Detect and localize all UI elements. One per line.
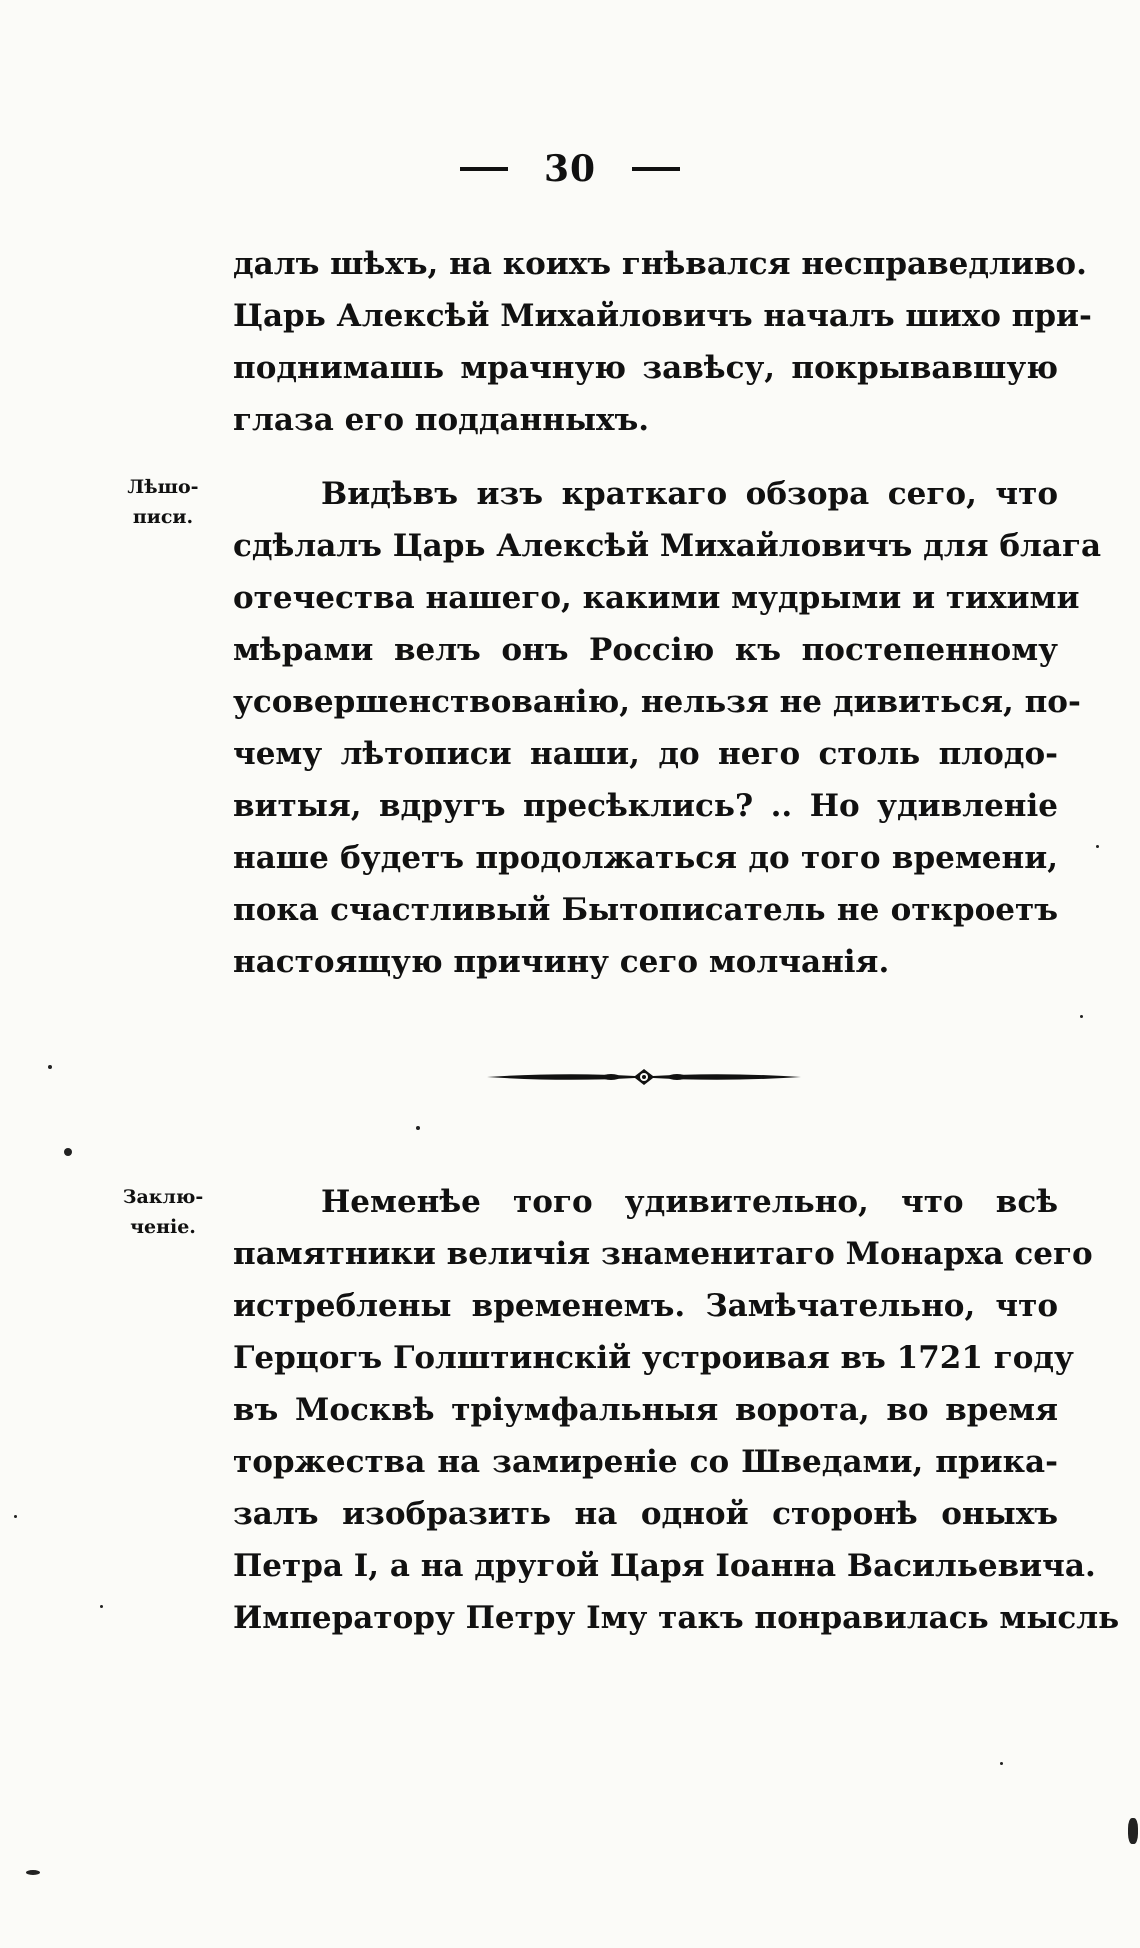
text-line: глаза его подданныхъ. xyxy=(233,402,650,438)
scan-speck xyxy=(64,1148,72,1156)
text-line: поднимашь мрачную завѣсу, покрывавшую xyxy=(233,350,1058,386)
paragraph-conclusion xyxy=(233,1176,1120,1644)
text-line: мѣрами велъ онъ Россію къ постепенному xyxy=(233,632,1058,668)
text-line: далъ шѣхъ, на коихъ гнѣвался несправедливо. xyxy=(233,246,1087,282)
scan-speck xyxy=(48,1065,52,1069)
text-line: Герцогъ Голштинскій устроивая въ 1721 году xyxy=(233,1340,1074,1376)
text-line: отечества нашего, какими мудрыми и тихими xyxy=(233,580,1080,616)
scan-speck xyxy=(26,1870,40,1875)
margin-note-chronicles xyxy=(108,472,218,532)
scan-speck xyxy=(416,1126,420,1130)
page-number: 30 xyxy=(543,148,597,190)
text-line: усовершенствованію, нельзя не дивиться, по- xyxy=(233,684,1081,720)
text-line: истреблены временемъ. Замѣчательно, что xyxy=(233,1288,1058,1324)
margin-note-conclusion xyxy=(108,1182,218,1242)
text-line: Императору Петру Iму такъ понравилась мысль xyxy=(233,1600,1120,1636)
scan-speck xyxy=(1128,1818,1138,1844)
margin-note-line: Заклю- xyxy=(122,1186,204,1208)
paragraph-continuation xyxy=(233,238,1092,446)
text-line: Петра I, а на другой Царя Іоанна Васильевича. xyxy=(233,1548,1096,1584)
text-line: Царь Алексѣй Михайловичъ началъ шихо при- xyxy=(233,298,1092,334)
margin-note-line: ченіе. xyxy=(130,1216,196,1238)
right-dash xyxy=(632,167,680,171)
text-line: Неменѣе того удивительно, что всѣ xyxy=(321,1184,1058,1220)
scan-speck xyxy=(1000,1762,1003,1765)
page-header xyxy=(0,148,1140,190)
scan-speck xyxy=(100,1605,103,1608)
left-dash xyxy=(460,167,508,171)
scan-speck xyxy=(14,1515,17,1518)
text-line: витыя, вдругъ пресѣклись? .. Но удивленіе xyxy=(233,788,1058,824)
text-line: чему лѣтописи наши, до него столь плодо- xyxy=(233,736,1058,772)
text-line: настоящую причину сего молчанія. xyxy=(233,944,890,980)
margin-note-line: писи. xyxy=(132,506,194,528)
text-line: торжества на замиреніе со Шведами, прика- xyxy=(233,1444,1058,1480)
paragraph-chronicles xyxy=(233,468,1102,988)
scan-speck xyxy=(1080,1015,1083,1018)
text-line: наше будетъ продолжаться до того времени, xyxy=(233,840,1058,876)
scan-speck xyxy=(1096,845,1099,848)
text-line: памятники величія знаменитаго Монарха сего xyxy=(233,1236,1093,1272)
ornament-divider xyxy=(485,1063,803,1091)
margin-note-line: Лѣшо- xyxy=(127,476,199,498)
text-line: залъ изобразить на одной сторонѣ оныхъ xyxy=(233,1496,1058,1532)
text-line: пока счастливый Бытописатель не откроетъ xyxy=(233,892,1058,928)
text-line: Видѣвъ изъ краткаго обзора сего, что xyxy=(321,476,1058,512)
text-line: въ Москвѣ тріумфальныя ворота, во время xyxy=(233,1392,1058,1428)
text-line: сдѣлалъ Царь Алексѣй Михайловичъ для блага xyxy=(233,528,1102,564)
